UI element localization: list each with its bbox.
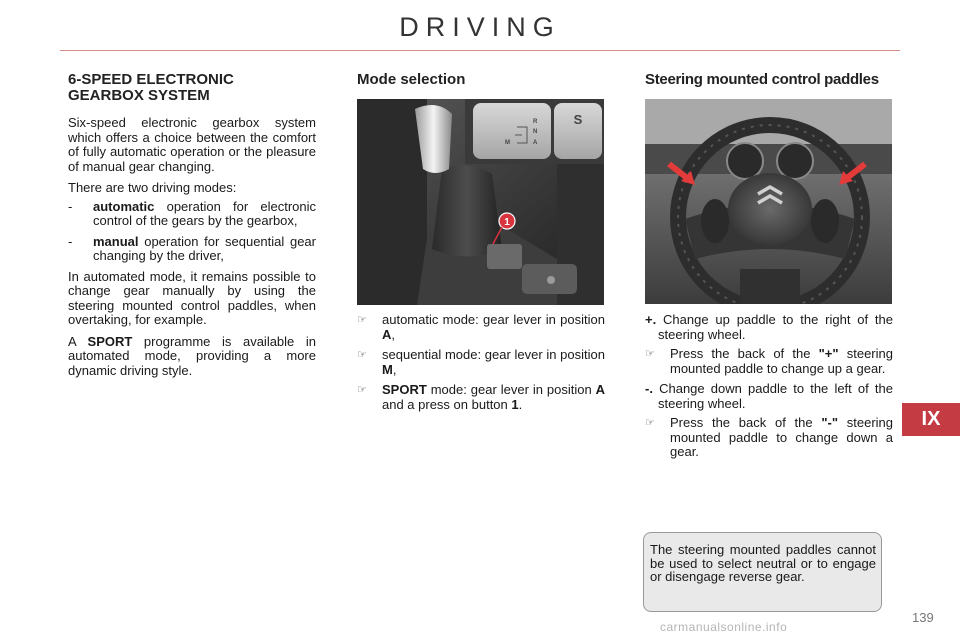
- gear-lever-photo: [357, 99, 604, 305]
- mode-selection-list: [357, 313, 605, 418]
- mode-name: manual: [93, 233, 139, 249]
- mode-item-automatic: [68, 200, 316, 229]
- paddles-instructions: [645, 313, 893, 466]
- gearbox-heading: [68, 72, 316, 104]
- sport-text: A SPORT programme is available in automated mode, providing a more dynamic driving style.: [68, 333, 316, 378]
- gate-label-r: R: [533, 119, 538, 125]
- steering-wheel-illustration: [645, 99, 892, 304]
- dash-marker: -: [68, 233, 73, 249]
- chapter-tab[interactable]: [902, 403, 960, 436]
- page-number: 139: [912, 610, 934, 625]
- automated-mode-text: In automated mode, it remains possible to change gear manually by using the steering mounted control paddles, when overtaking, for example.: [68, 268, 316, 327]
- mode-selection-heading: Mode selection: [357, 71, 466, 88]
- change-down-text: Change down paddle to the left of the steering wheel.: [652, 381, 893, 411]
- steering-wheel-photo: [645, 99, 892, 304]
- change-up-item: [645, 313, 893, 342]
- gear-lever-illustration: [357, 99, 604, 305]
- change-down-item: [645, 382, 893, 411]
- mode-item-manual: [68, 235, 316, 264]
- mode-bullet-automatic: ☞ automatic mode: gear lever in position A,: [357, 312, 605, 342]
- gearbox-section: [68, 72, 316, 385]
- title-rule: [60, 50, 900, 51]
- mode-selection-section: [357, 72, 605, 100]
- note-box: [643, 532, 882, 612]
- gearbox-heading-line2: GEARBOX SYSTEM: [68, 87, 210, 104]
- mode-bullet-sequential: ☞ sequential mode: gear lever in position M,: [357, 347, 605, 377]
- modes-intro: There are two driving modes:: [68, 180, 237, 195]
- paddles-heading: Steering mounted control paddles: [645, 71, 879, 88]
- gate-label-n: N: [533, 129, 538, 135]
- page-title: DRIVING: [399, 12, 561, 42]
- change-down-bullet: ☞ Press the back of the "-" steering mounted paddle to change down a gear.: [645, 415, 893, 459]
- pointing-hand-icon: ☞: [357, 314, 367, 326]
- pointing-hand-icon: ☞: [357, 384, 367, 396]
- change-up-bullet: ☞ Press the back of the "+" steering mounted paddle to change up a gear.: [645, 346, 893, 376]
- plus-sign: +.: [645, 312, 657, 327]
- gearbox-intro: Six-speed electronic gearbox system which offers a choice between the comfort of fully automatic operation or the pleasure of manual gear changing.: [68, 115, 316, 174]
- change-up-text: Change up paddle to the right of the steering wheel.: [656, 312, 893, 342]
- gate-label-m: M: [505, 140, 510, 146]
- pointing-hand-icon: ☞: [645, 417, 655, 429]
- paddles-section: [645, 72, 893, 100]
- watermark: carmanualsonline.info: [660, 620, 788, 634]
- gate-label-a: A: [533, 140, 538, 146]
- pointing-hand-icon: ☞: [645, 348, 655, 360]
- chapter-label: IX: [921, 408, 941, 430]
- callout-label: 1: [504, 217, 510, 228]
- note-text: The steering mounted paddles cannot be used to select neutral or to engage or disengage reverse gear.: [650, 542, 876, 584]
- mode-bullet-sport: ☞ SPORT mode: gear lever in position A and a press on button 1.: [357, 382, 605, 412]
- gearbox-heading-line1: 6-SPEED ELECTRONIC: [68, 71, 234, 88]
- mode-description: operation for sequential gear changing by the driver,: [93, 233, 316, 263]
- mode-description: operation for electronic control of the gears by the gearbox,: [93, 198, 316, 228]
- gate-panel: [473, 103, 551, 159]
- mode-name: automatic: [93, 198, 155, 214]
- sport-button-label: S: [573, 112, 583, 127]
- dash-marker: -: [68, 198, 73, 214]
- minus-sign: -.: [645, 381, 653, 396]
- pointing-hand-icon: ☞: [357, 349, 367, 361]
